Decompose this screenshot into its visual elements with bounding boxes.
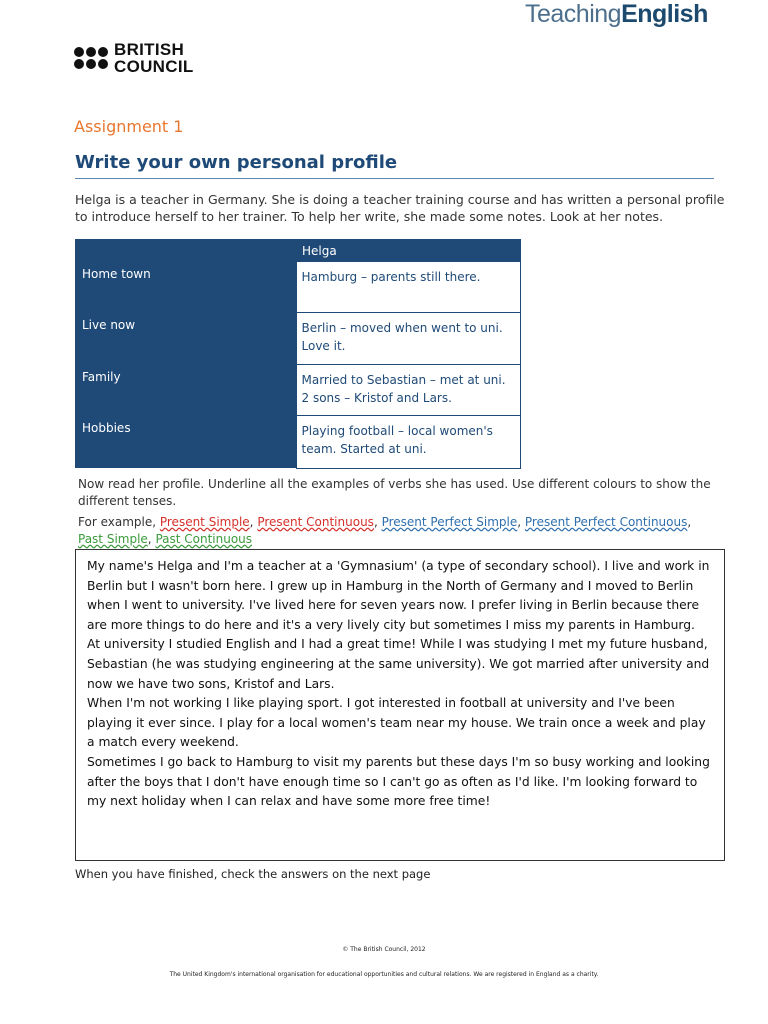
row-value: Married to Sebastian – met at uni. 2 sons – Kristof and Lars.	[296, 364, 521, 415]
tense-present-simple: Present Simple	[159, 515, 250, 529]
notes-header-helga: Helga	[296, 239, 521, 261]
tense-present-perfect-continuous: Present Perfect Continuous	[524, 515, 688, 529]
finish-note: When you have finished, check the answers on the next page	[75, 867, 431, 881]
table-row	[75, 364, 521, 415]
title-divider	[75, 178, 714, 179]
teachingenglish-logo	[525, 0, 708, 29]
table-row	[75, 312, 521, 364]
profile-paragraph: Sometimes I go back to Hamburg to visit my parents but these days I'm so busy working and looking after the boys that I don't have enough time so I can't go as often as I'd like. I'm looking forward to my next holiday when I can relax and have some more free time!	[87, 754, 710, 809]
notes-table-header-row	[75, 239, 521, 261]
example-prefix: For example,	[78, 515, 157, 529]
profile-text-box	[75, 549, 725, 861]
table-row	[75, 261, 521, 312]
tense-past-continuous: Past Continuous	[155, 532, 253, 546]
page-title: Write your own personal profile	[75, 152, 398, 173]
tense-past-simple: Past Simple	[78, 532, 148, 546]
table-row	[75, 415, 521, 468]
instructions-text: Now read her profile. Underline all the examples of verbs she has used. Use different colours to show the different tenses.	[78, 477, 711, 508]
row-label: Home town	[75, 261, 296, 312]
profile-paragraph: When I'm not working I like playing sport. I got interested in football at university and I've been playing it ever since. I play for a local women's team near my house. We train once a week and play a match every weekend.	[87, 696, 706, 750]
copyright-text: © The British Council, 2012	[342, 946, 426, 953]
logo-english: English	[621, 0, 708, 28]
tense-present-perfect-simple: Present Perfect Simple	[381, 515, 518, 529]
row-label: Live now	[75, 312, 296, 364]
charity-text: The United Kingdom's international organisation for educational opportunities and cultural relations. We are registered in England as a charity.	[169, 971, 599, 978]
profile-paragraph: At university I studied English and I had a great time! While I was studying I met my future husband, Sebastian (he was studying engineering at the same university). We got married after university and now we have two sons, Kristof and Lars.	[87, 637, 710, 691]
profile-paragraph: My name's Helga and I'm a teacher at a 'Gymnasium' (a type of secondary school). I live and work in Berlin but I wasn't born here. I grew up in Hamburg in the North of Germany and I moved to Berlin when I went to university. I've lived here for seven years now. I prefer living in Berlin because there are more things to do here and it's a very lively city but sometimes I miss my parents in Hamburg.	[87, 559, 710, 632]
row-value: Hamburg – parents still there.	[296, 261, 521, 312]
tense-present-continuous: Present Continuous	[257, 515, 374, 529]
intro-text: Helga is a teacher in Germany. She is doing a teacher training course and has written a personal profile to introduce herself to her trainer. To help her write, she made some notes. Look at her notes.	[75, 192, 725, 224]
tense-example: For example, Present Simple, Present Continuous, Present Perfect Simple, Present Perfect Continuous, Past Simple, Past Continuous	[78, 515, 692, 546]
logo-teaching: Teaching	[525, 0, 622, 28]
british-council-wordmark: BRITISH COUNCIL	[114, 40, 194, 76]
notes-table	[75, 239, 521, 469]
british-council-dots-icon	[74, 47, 108, 69]
row-value: Playing football – local women's team. Started at uni.	[296, 415, 521, 468]
row-value: Berlin – moved when went to uni. Love it.	[296, 312, 521, 364]
notes-header-empty	[75, 239, 296, 261]
british-council-logo	[74, 41, 194, 75]
row-label: Family	[75, 364, 296, 415]
row-label: Hobbies	[75, 415, 296, 468]
assignment-label: Assignment 1	[74, 117, 184, 136]
